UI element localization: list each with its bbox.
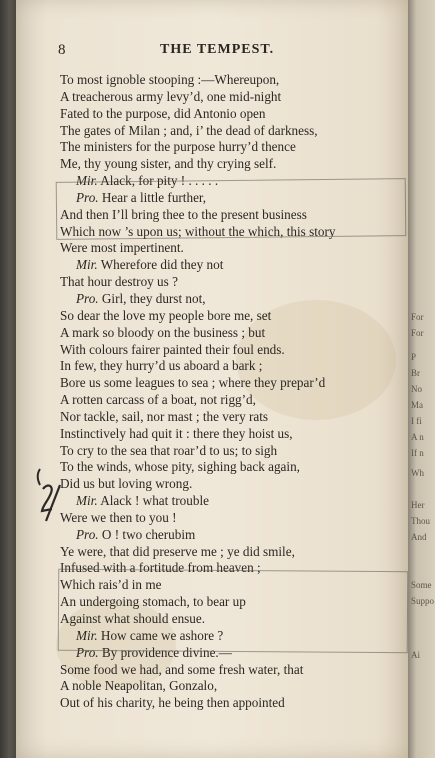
text-line	[60, 426, 410, 443]
line-text: Infused with a fortitude from heaven ;	[60, 560, 261, 576]
line-text: Out of his charity, he being then appointed	[60, 695, 285, 711]
text-line	[60, 240, 410, 257]
line-text: The ministers for the purpose hurry’d thence	[60, 139, 296, 155]
line-text: Instinctively had quit it : there they hoist us,	[60, 425, 293, 441]
book-binding	[0, 0, 16, 758]
line-text: In few, they hurry’d us aboard a bark ;	[60, 358, 263, 374]
line-text: Some food we had, and some fresh water, that	[60, 661, 304, 677]
facing-page-fragment: Wh	[411, 468, 424, 478]
facing-page-fragment: No	[411, 384, 422, 394]
line-text: So dear the love my people bore me, set	[60, 307, 272, 323]
line-text: Did us but loving wrong.	[60, 476, 193, 492]
line-text: By providence divine.—	[101, 644, 232, 660]
line-text: Alack ! what trouble	[100, 493, 209, 509]
text-line	[60, 459, 410, 476]
line-text: To cry to the sea that roar’d to us; to sigh	[60, 442, 278, 458]
line-text: The gates of Milan ; and, i’ the dead of darkness,	[60, 122, 318, 138]
line-text: Bore us some leagues to sea ; where they prepar’d	[60, 375, 326, 391]
line-text: With colours fairer painted their foul ends.	[60, 341, 285, 357]
facing-page-fragment: P	[411, 352, 417, 362]
running-title: THE TEMPEST.	[160, 42, 275, 57]
text-line	[60, 695, 410, 712]
speaker-label: Pro.	[76, 189, 99, 205]
text-line	[60, 342, 410, 359]
facing-page-fragment: Some	[411, 580, 432, 590]
line-text: That hour destroy us ?	[60, 274, 178, 290]
text-line	[60, 308, 410, 325]
text-line	[60, 375, 410, 392]
facing-page-fragment: I fi	[411, 416, 422, 426]
facing-page-fragment: For	[411, 328, 424, 338]
text-line	[60, 678, 410, 695]
facing-page-fragment: Ma	[411, 400, 423, 410]
facing-page-fragment: Ai	[411, 650, 420, 660]
text-line	[60, 476, 410, 493]
text-line	[60, 392, 410, 409]
line-text: Hear a little further,	[101, 189, 207, 205]
line-text: O ! two cherubim	[101, 526, 196, 542]
line-text: Which now ’s upon us; without the which, this story	[60, 223, 336, 239]
line-text: How came we ashore ?	[100, 627, 224, 643]
text-line	[60, 358, 410, 375]
line-text: Ye were, that did preserve me ; ye did smile,	[60, 543, 295, 559]
facing-page-fragment: Thou	[411, 516, 430, 526]
facing-page-fragment: For	[411, 312, 424, 322]
text-line	[60, 123, 410, 140]
speaker-label: Pro.	[76, 526, 99, 542]
text-line	[60, 662, 410, 679]
line-text: A noble Neapolitan, Gonzalo,	[60, 678, 218, 694]
line-text: Alack, for pity ! . . . . .	[100, 173, 219, 189]
text-line	[60, 325, 410, 342]
line-text: A treacherous army levy’d, one mid-night	[60, 88, 282, 104]
text-line	[60, 409, 410, 426]
facing-page-fragment: Her	[411, 500, 425, 510]
pencil-bracket	[56, 178, 407, 240]
book-page	[16, 0, 408, 758]
line-text: To the winds, whose pity, sighing back again,	[60, 459, 300, 475]
text-line	[60, 257, 410, 274]
facing-page-fragment: Br	[411, 368, 420, 378]
speaker-label: Mir.	[76, 173, 98, 189]
line-text: Were we then to you !	[60, 509, 177, 525]
text-line	[60, 493, 410, 510]
line-text: Against what should ensue.	[60, 611, 206, 626]
facing-page-fragment: And	[411, 532, 427, 542]
facing-page-fragment: A n	[411, 432, 424, 442]
text-line	[60, 443, 410, 460]
page-number: 8	[58, 42, 66, 58]
page-header	[58, 42, 388, 62]
line-text: Were most impertinent.	[60, 240, 184, 256]
line-text: A mark so bloody on the business ; but	[60, 324, 266, 340]
text-line	[60, 510, 410, 527]
facing-page-fragment: If n	[411, 448, 424, 458]
facing-page-fragment: Suppo	[411, 596, 435, 606]
text-line	[60, 274, 410, 291]
text-line	[60, 106, 410, 123]
line-text: A rotten carcass of a boat, not rigg’d,	[60, 392, 256, 408]
line-text: To most ignoble stooping :—Whereupon,	[60, 72, 280, 87]
line-text: And then I’ll bring thee to the present business	[60, 206, 307, 222]
line-text: Girl, they durst not,	[101, 290, 206, 306]
facing-page-edge	[408, 0, 435, 758]
text-line	[60, 291, 410, 308]
line-text: An undergoing stomach, to bear up	[60, 594, 246, 610]
line-text: Wherefore did they not	[100, 257, 224, 273]
line-text: Fated to the purpose, did Antonio open	[60, 105, 266, 121]
text-line	[60, 156, 410, 173]
text-line	[60, 89, 410, 106]
line-text: Me, thy young sister, and thy crying self.	[60, 156, 277, 172]
line-text: Which rais’d in me	[60, 577, 162, 593]
text-line	[60, 544, 410, 561]
speaker-label: Pro.	[76, 290, 99, 306]
speaker-label: Mir.	[76, 627, 98, 643]
handwritten-mark	[34, 455, 64, 525]
line-text: Nor tackle, sail, nor mast ; the very rats	[60, 408, 269, 424]
speaker-label: Pro.	[76, 644, 99, 660]
text-line	[60, 527, 410, 544]
text-line	[60, 139, 410, 156]
speaker-label: Mir.	[76, 257, 98, 273]
speaker-label: Mir.	[76, 493, 98, 509]
pencil-bracket	[58, 569, 409, 653]
text-line	[60, 72, 410, 89]
